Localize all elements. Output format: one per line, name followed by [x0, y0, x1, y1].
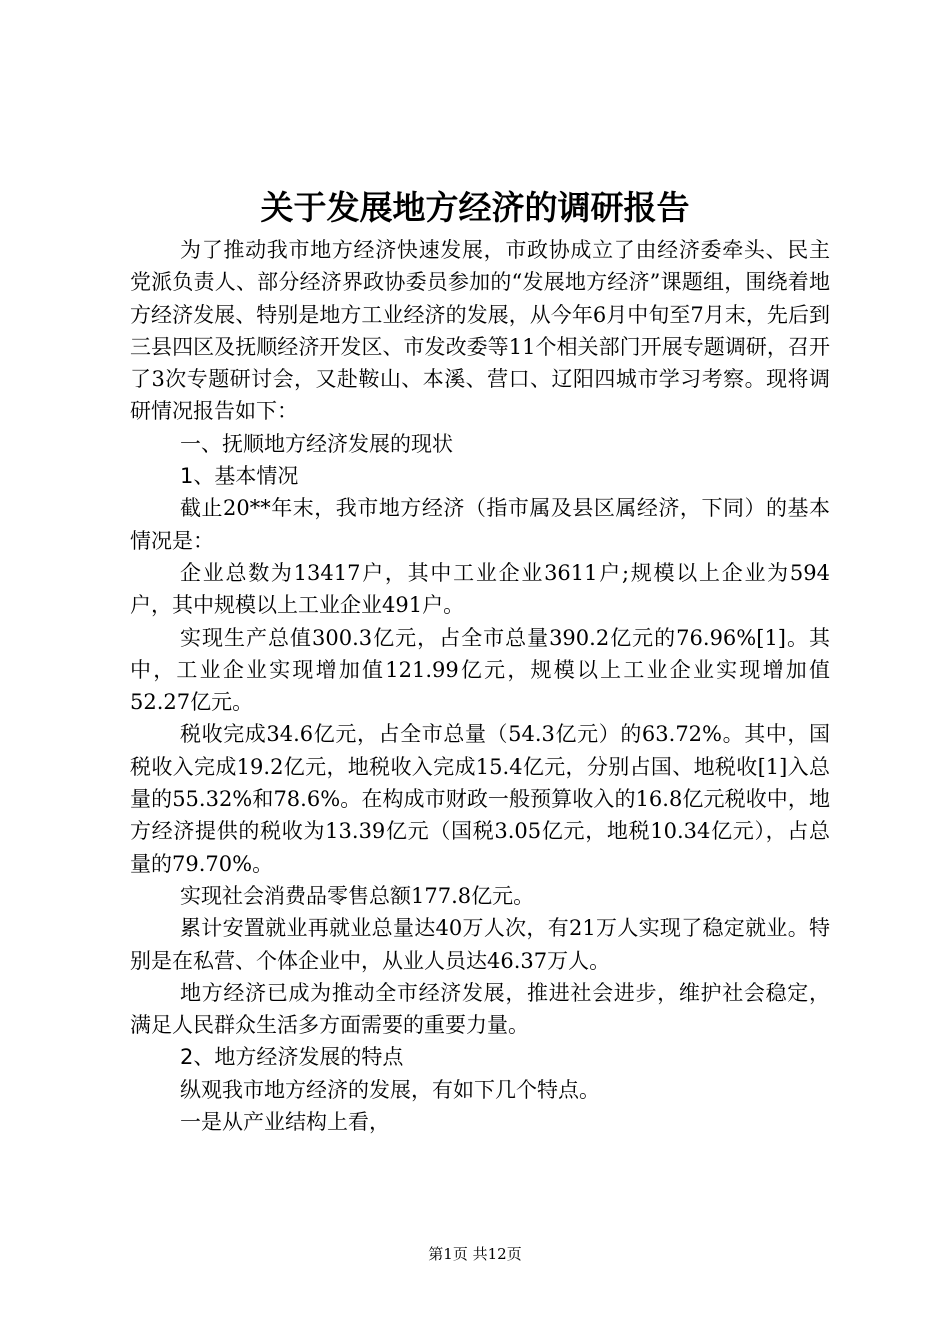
body-paragraph: 一是从产业结构上看，: [180, 1110, 390, 1135]
body-paragraph: 实现生产总值300.3亿元，占全市总量390.2亿元的76.96%[1]。其中，工业企业实现增加值121.99亿元，规模以上工业企业实现增加值52.27亿元。: [130, 625, 830, 715]
subsection-heading: 1、基本情况: [180, 464, 299, 489]
section-heading: 一、抚顺地方经济发展的现状: [180, 431, 453, 456]
page-footer: 第1页 共12页: [428, 1245, 522, 1263]
intro-paragraph: 为了推动我市地方经济快速发展，市政协成立了由经济委牵头、民主党派负责人、部分经济界政协委员参加的“发展地方经济”课题组，围绕着地方经济发展、特别是地方工业经济的发展，从今年6月中旬至7月末，先后到三县四区及抚顺经济开发区、市发改委等11个相关部门开展专题调研，召开了3次专题研讨会，又赴鞍山、本溪、营口、辽阳四城市学习考察。现将调研情况报告如下：: [130, 238, 830, 424]
document-body: [130, 234, 830, 1138]
body-paragraph: 实现社会消费品零售总额177.8亿元。: [180, 883, 535, 908]
document-title: 关于发展地方经济的调研报告: [260, 188, 690, 227]
body-paragraph: 截止20**年末，我市地方经济（指市属及县区属经济，下同）的基本情况是：: [130, 496, 830, 553]
body-paragraph: 税收完成34.6亿元，占全市总量（54.3亿元）的63.72%。其中，国税收入完成19.2亿元，地税收入完成15.4亿元，分别占国、地税收[1]入总量的55.32%和78.6%。在构成市财政一般预算收入的16.8亿元税收中，地方经济提供的税收为13.39亿元（国税3.05亿元，地税10.34亿元），占总量的79.70%。: [130, 722, 830, 876]
subsection-heading: 2、地方经济发展的特点: [180, 1045, 404, 1070]
body-paragraph: 地方经济已成为推动全市经济发展，推进社会进步，维护社会稳定，满足人民群众生活多方面需要的重要力量。: [130, 980, 830, 1038]
body-paragraph: 累计安置就业再就业总量达40万人次，有21万人实现了稳定就业。特别是在私营、个体企业中，从业人员达46.37万人。: [130, 916, 830, 973]
body-paragraph: 企业总数为13417户，其中工业企业3611户;规模以上企业为594户，其中规模以上工业企业491户。: [130, 560, 830, 618]
body-paragraph: 纵观我市地方经济的发展，有如下几个特点。: [180, 1077, 600, 1102]
